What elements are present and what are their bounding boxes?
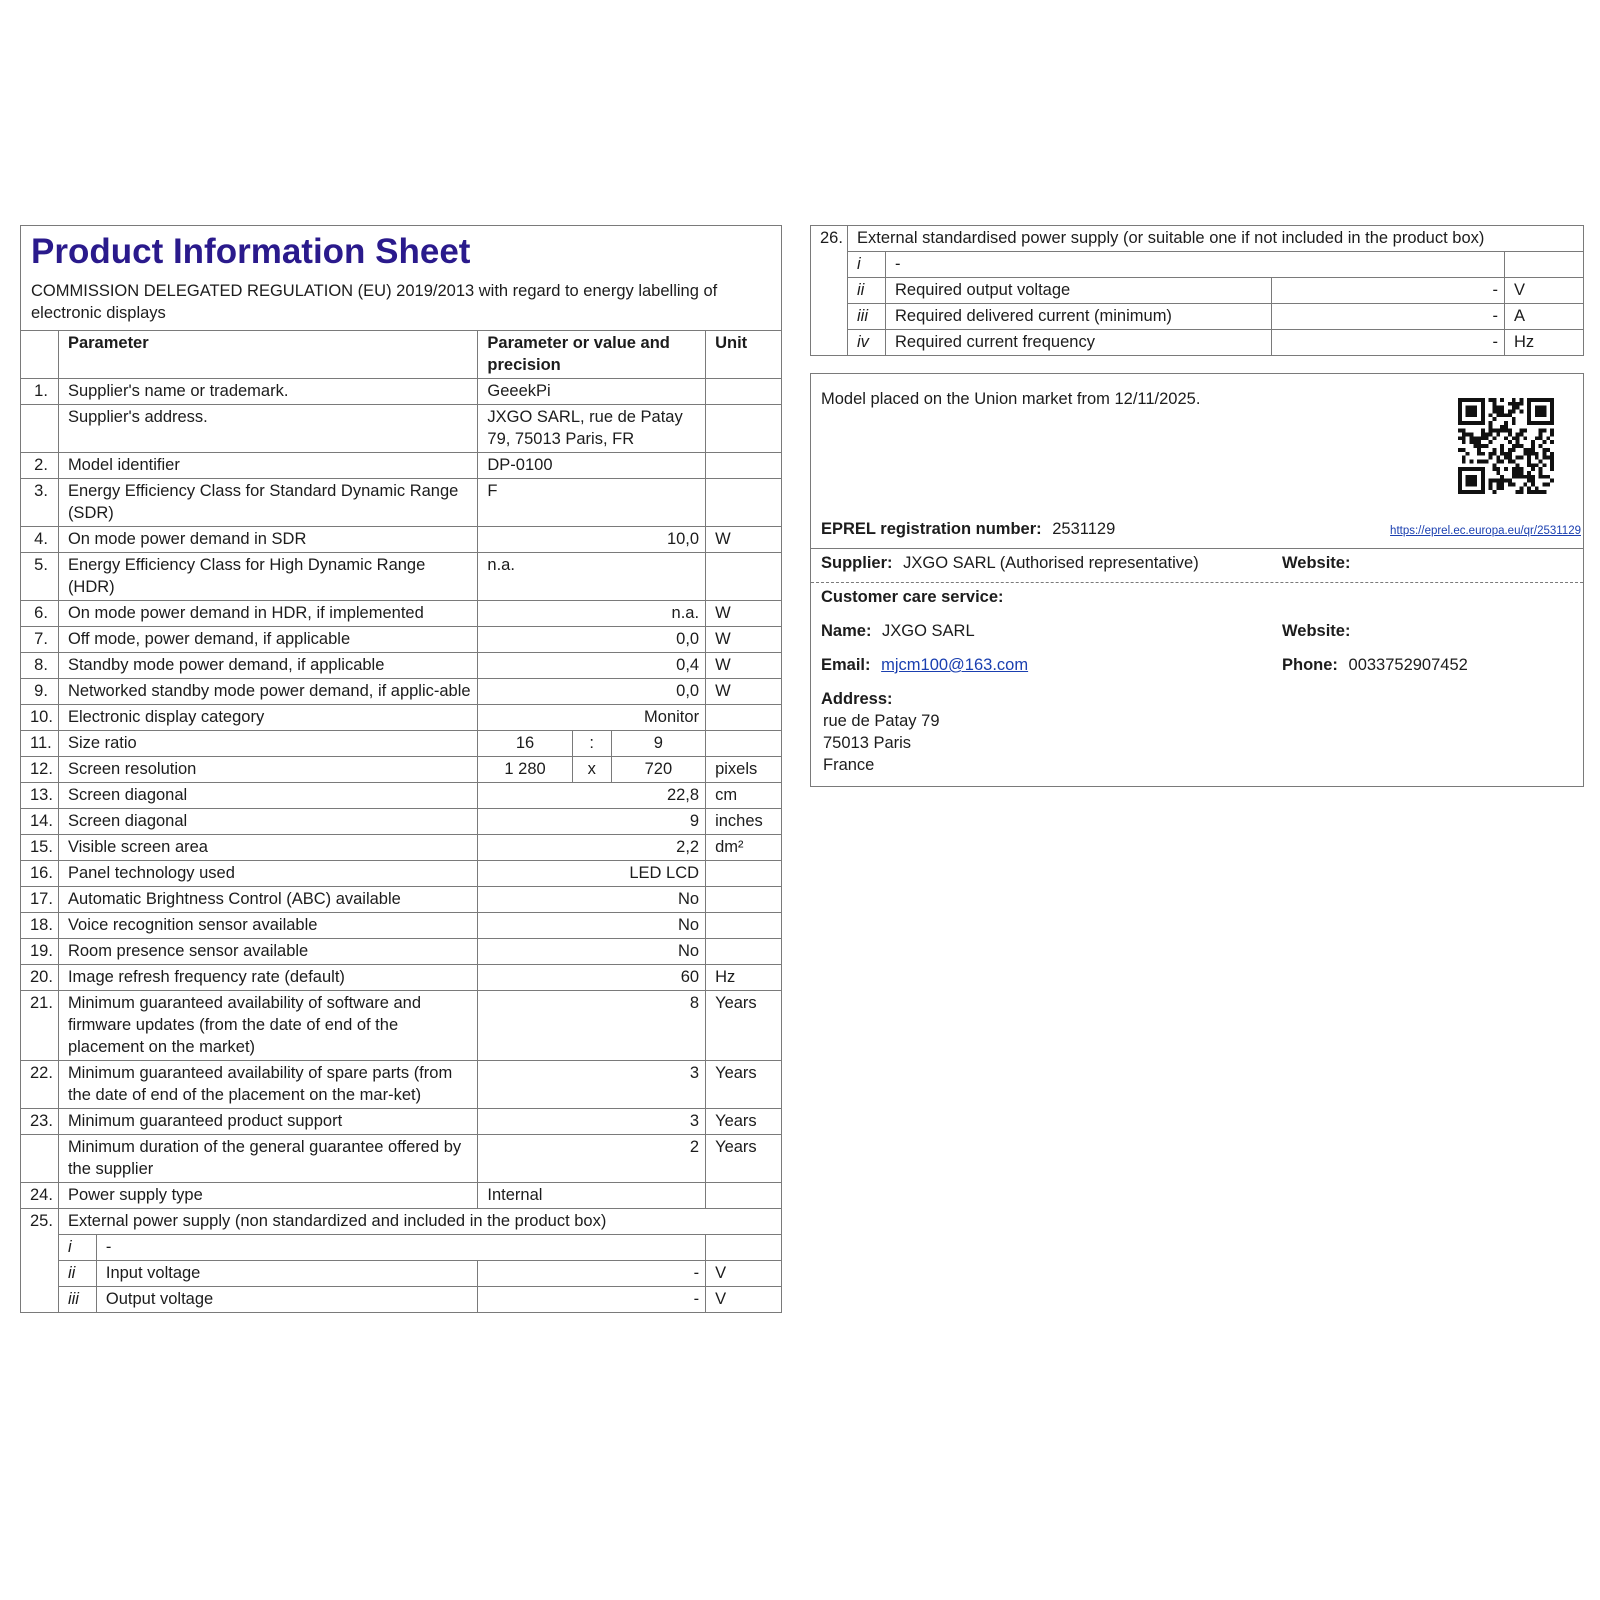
row-value: F — [478, 479, 706, 527]
row-label: External standardised power supply (or suitable one if not included in the product box) — [848, 226, 1584, 252]
ratio-width: 16 — [478, 731, 572, 757]
row-number: 5. — [21, 553, 59, 601]
row-value: No — [478, 887, 706, 913]
market-placement-text: Model placed on the Union market from 12/11/2025. — [821, 390, 1201, 408]
row-label: Supplier's address. — [58, 405, 477, 453]
row-number: 7. — [21, 627, 59, 653]
table-row — [21, 913, 782, 939]
row-unit: dm² — [706, 835, 782, 861]
row-unit: cm — [706, 783, 782, 809]
row-number: 15. — [21, 835, 59, 861]
row-number: 1. — [21, 379, 59, 405]
table-row — [21, 1287, 782, 1313]
row-unit — [706, 379, 782, 405]
row-label: Minimum guaranteed availability of software and firmware updates (from the date of end of the placement on the market) — [58, 991, 477, 1061]
row-label: Supplier's name or trademark. — [58, 379, 477, 405]
table-row — [21, 679, 782, 705]
phone-value: 0033752907452 — [1348, 656, 1468, 674]
table-row — [811, 226, 1584, 252]
row-value: 3 — [478, 1061, 706, 1109]
row-label: Minimum guaranteed availability of spare parts (from the date of end of the placement on the mar-ket) — [58, 1061, 477, 1109]
sub-index: i — [58, 1235, 96, 1261]
row-number: 8. — [21, 653, 59, 679]
table-row — [21, 965, 782, 991]
row-value: - — [1272, 330, 1505, 356]
eprel-registration — [821, 518, 1115, 540]
table-row — [21, 553, 782, 601]
table-row — [21, 479, 782, 527]
row-unit: V — [706, 1287, 782, 1313]
customer-care-label: Customer care service: — [821, 588, 1004, 606]
row-value: LED LCD — [478, 861, 706, 887]
row-label: Off mode, power demand, if applicable — [58, 627, 477, 653]
table-header-row — [21, 331, 782, 379]
sub-index: ii — [848, 278, 886, 304]
row-unit: Hz — [1505, 330, 1584, 356]
table-row — [21, 835, 782, 861]
row-label: Room presence sensor available — [58, 939, 477, 965]
row-number: 11. — [21, 731, 59, 757]
row-unit: W — [706, 527, 782, 553]
row-label: Energy Efficiency Class for High Dynamic Range (HDR) — [58, 553, 477, 601]
sheet-header — [20, 225, 782, 330]
row-label: Screen diagonal — [58, 783, 477, 809]
row-label: Electronic display category — [58, 705, 477, 731]
eprel-link[interactable]: https://eprel.ec.europa.eu/qr/2531129 — [1390, 525, 1581, 537]
table-row — [21, 809, 782, 835]
row-value: 3 — [478, 1109, 706, 1135]
table-row — [21, 527, 782, 553]
row-label: Input voltage — [96, 1261, 478, 1287]
table-row — [21, 705, 782, 731]
row-unit — [706, 553, 782, 601]
row-unit: W — [706, 653, 782, 679]
row-unit — [706, 479, 782, 527]
row-value: 2,2 — [478, 835, 706, 861]
row-value: Internal — [478, 1183, 706, 1209]
row-value: GeeekPi — [478, 379, 706, 405]
row-unit: Years — [706, 1061, 782, 1109]
dashed-divider — [811, 582, 1583, 583]
row-value: DP-0100 — [478, 453, 706, 479]
row-value: 0,0 — [478, 679, 706, 705]
row-value: - — [1272, 304, 1505, 330]
table-row — [811, 252, 1584, 278]
row-number: 21. — [21, 991, 59, 1061]
row-unit: V — [706, 1261, 782, 1287]
supplier-value: JXGO SARL (Authorised representative) — [903, 554, 1199, 572]
row-value: 22,8 — [478, 783, 706, 809]
row-value: n.a. — [478, 553, 706, 601]
table-row — [21, 861, 782, 887]
table-row — [811, 278, 1584, 304]
eprel-number: 2531129 — [1052, 520, 1116, 538]
table-row — [21, 627, 782, 653]
row-label: Automatic Brightness Control (ABC) available — [58, 887, 477, 913]
table-row — [21, 1061, 782, 1109]
sub-index: iv — [848, 330, 886, 356]
table-row — [21, 731, 782, 757]
row-unit: pixels — [706, 757, 782, 783]
header-unit: Unit — [706, 331, 782, 379]
row-unit: W — [706, 627, 782, 653]
row-label: Energy Efficiency Class for Standard Dynamic Range (SDR) — [58, 479, 477, 527]
row-unit: W — [706, 679, 782, 705]
row-unit — [706, 939, 782, 965]
row-number: 19. — [21, 939, 59, 965]
resolution-height: 720 — [611, 757, 705, 783]
supplier-info-box — [810, 373, 1584, 787]
row-number: 10. — [21, 705, 59, 731]
row-unit: Years — [706, 1109, 782, 1135]
table-row — [21, 1109, 782, 1135]
row-unit — [706, 861, 782, 887]
row-unit — [706, 1183, 782, 1209]
name-label: Name: — [821, 622, 872, 640]
row-label: Model identifier — [58, 453, 477, 479]
row-number: 12. — [21, 757, 59, 783]
row-value: 0,0 — [478, 627, 706, 653]
row-unit: V — [1505, 278, 1584, 304]
row-number: 13. — [21, 783, 59, 809]
customer-care-email — [821, 654, 1028, 676]
page-title: Product Information Sheet — [31, 232, 471, 271]
row-label: Required delivered current (minimum) — [886, 304, 1272, 330]
row-number: 14. — [21, 809, 59, 835]
row-number: 18. — [21, 913, 59, 939]
sub-index: ii — [58, 1261, 96, 1287]
row-number: 2. — [21, 453, 59, 479]
row-number: 6. — [21, 601, 59, 627]
table-row — [21, 653, 782, 679]
row-label: Required current frequency — [886, 330, 1272, 356]
table-row — [21, 757, 782, 783]
sub-index: i — [848, 252, 886, 278]
row-unit: inches — [706, 809, 782, 835]
phone-label: Phone: — [1282, 656, 1338, 674]
row-value: - — [1272, 278, 1505, 304]
address-line-1: rue de Patay 79 — [823, 712, 940, 730]
table-row — [21, 601, 782, 627]
table-row — [21, 1261, 782, 1287]
row-label: Standby mode power demand, if applicable — [58, 653, 477, 679]
row-unit — [706, 887, 782, 913]
row-number — [21, 1135, 59, 1183]
row-value: 0,4 — [478, 653, 706, 679]
row-label: Power supply type — [58, 1183, 477, 1209]
table-row — [21, 1183, 782, 1209]
customer-care-phone — [1282, 654, 1468, 676]
row-number: 3. — [21, 479, 59, 527]
table-row — [21, 453, 782, 479]
parameter-table — [20, 330, 782, 1313]
address-label: Address: — [821, 690, 893, 708]
row-number: 17. — [21, 887, 59, 913]
row-value: n.a. — [478, 601, 706, 627]
row-unit — [706, 913, 782, 939]
sub-index: iii — [848, 304, 886, 330]
row-number: 20. — [21, 965, 59, 991]
table-row — [21, 405, 782, 453]
row-label: Output voltage — [96, 1287, 478, 1313]
table-row — [21, 783, 782, 809]
row-label: Size ratio — [58, 731, 477, 757]
row-label: On mode power demand in HDR, if implemented — [58, 601, 477, 627]
table-row — [21, 1209, 782, 1235]
row-label: - — [96, 1235, 705, 1261]
row-number: 23. — [21, 1109, 59, 1135]
name-value: JXGO SARL — [882, 622, 975, 640]
row-label: Required output voltage — [886, 278, 1272, 304]
supplier-label: Supplier: — [821, 554, 893, 572]
external-power-supply-table — [810, 225, 1584, 356]
row-number: 9. — [21, 679, 59, 705]
customer-care-website-label: Website: — [1282, 622, 1351, 640]
row-unit — [706, 731, 782, 757]
email-link[interactable]: mjcm100@163.com — [881, 656, 1029, 674]
row-unit — [706, 453, 782, 479]
eprel-label: EPREL registration number: — [821, 520, 1042, 538]
address-line-2: 75013 Paris — [823, 734, 912, 752]
ratio-separator: : — [572, 731, 611, 757]
row-number: 24. — [21, 1183, 59, 1209]
row-value: No — [478, 913, 706, 939]
product-information-sheet — [20, 225, 782, 1313]
table-row — [21, 379, 782, 405]
table-row — [21, 1235, 782, 1261]
row-label: Image refresh frequency rate (default) — [58, 965, 477, 991]
row-label: Voice recognition sensor available — [58, 913, 477, 939]
qr-code-icon — [1458, 398, 1554, 494]
row-value: 2 — [478, 1135, 706, 1183]
row-value: 10,0 — [478, 527, 706, 553]
sub-index: iii — [58, 1287, 96, 1313]
table-row — [21, 887, 782, 913]
ratio-height: 9 — [611, 731, 705, 757]
row-number: 22. — [21, 1061, 59, 1109]
address-line-3: France — [823, 756, 875, 774]
row-value: 9 — [478, 809, 706, 835]
row-label: External power supply (non standardized and included in the product box) — [58, 1209, 781, 1235]
row-unit — [706, 405, 782, 453]
supplier-line — [821, 552, 1199, 574]
row-label: Panel technology used — [58, 861, 477, 887]
row-label: Visible screen area — [58, 835, 477, 861]
row-label: Minimum duration of the general guarantee offered by the supplier — [58, 1135, 477, 1183]
table-row — [21, 991, 782, 1061]
row-number: 25. — [21, 1209, 59, 1313]
row-unit: Hz — [706, 965, 782, 991]
email-label: Email: — [821, 656, 871, 674]
row-label: Screen diagonal — [58, 809, 477, 835]
table-row — [811, 330, 1584, 356]
row-value: - — [478, 1261, 706, 1287]
row-number — [21, 405, 59, 453]
customer-care-name — [821, 620, 975, 642]
row-unit: Years — [706, 1135, 782, 1183]
row-number: 16. — [21, 861, 59, 887]
row-value: Monitor — [478, 705, 706, 731]
regulation-text: COMMISSION DELEGATED REGULATION (EU) 2019/2013 with regard to energy labelling of electronic displays — [31, 282, 718, 322]
table-row — [21, 1135, 782, 1183]
header-parameter: Parameter — [58, 331, 477, 379]
row-label: Networked standby mode power demand, if applic-able — [58, 679, 477, 705]
row-unit: Years — [706, 991, 782, 1061]
divider — [811, 548, 1583, 549]
supplier-website-label: Website: — [1282, 554, 1351, 572]
row-label: - — [886, 252, 1505, 278]
row-value: 60 — [478, 965, 706, 991]
resolution-width: 1 280 — [478, 757, 572, 783]
table-row — [811, 304, 1584, 330]
row-value: JXGO SARL, rue de Patay 79, 75013 Paris, FR — [478, 405, 706, 453]
row-value: - — [478, 1287, 706, 1313]
table-row — [21, 939, 782, 965]
row-label: On mode power demand in SDR — [58, 527, 477, 553]
row-number: 4. — [21, 527, 59, 553]
row-number: 26. — [811, 226, 848, 356]
row-unit: A — [1505, 304, 1584, 330]
row-unit — [706, 705, 782, 731]
row-label: Minimum guaranteed product support — [58, 1109, 477, 1135]
row-label: Screen resolution — [58, 757, 477, 783]
row-value: 8 — [478, 991, 706, 1061]
header-value: Parameter or value and precision — [478, 331, 706, 379]
resolution-separator: x — [572, 757, 611, 783]
row-value: No — [478, 939, 706, 965]
row-unit: W — [706, 601, 782, 627]
